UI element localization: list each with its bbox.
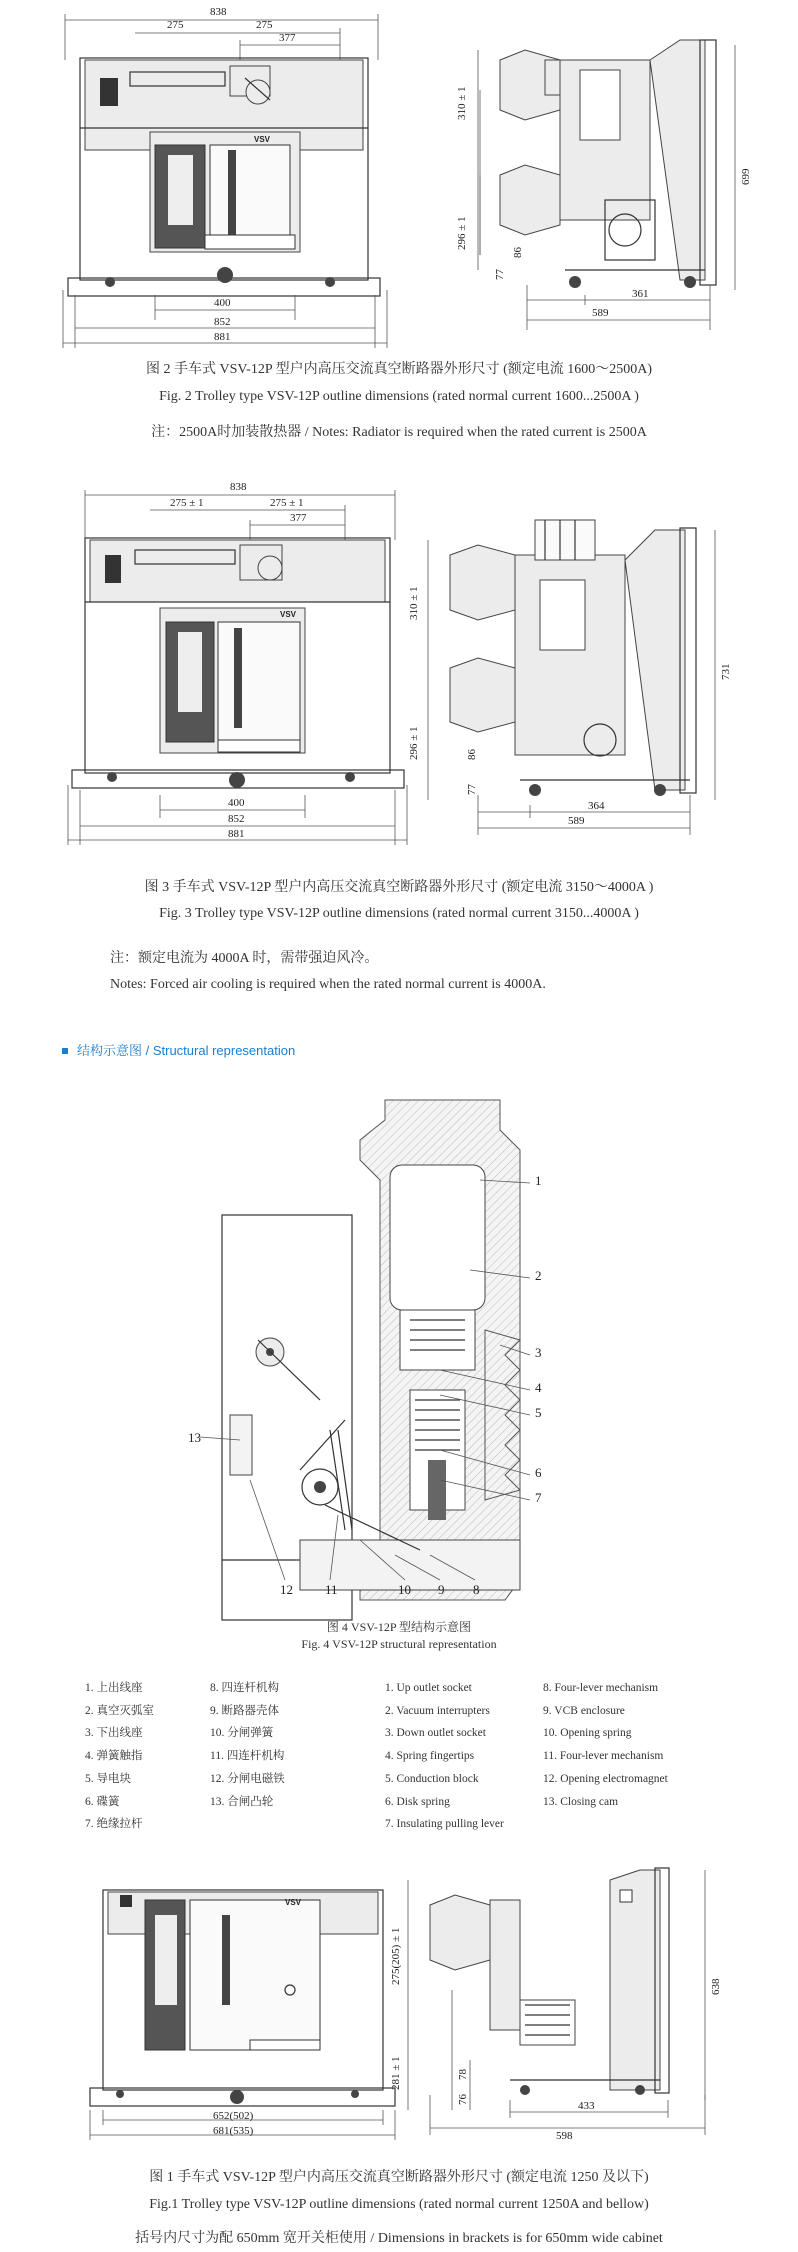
fig2-dim-275-right: 275 [256,19,273,31]
fig3-caption-en: Fig. 3 Trolley type VSV-12P outline dimensions (rated normal current 3150...4000A ) [159,906,639,921]
fig2-caption-en: Fig. 2 Trolley type VSV-12P outline dimensions (rated normal current 1600...2500A ) [159,389,639,404]
fig2-dim-377: 377 [279,32,296,44]
fig3-dim-364: 364 [588,800,605,812]
fig4-callout-10: 10 [398,1582,411,1597]
legend-item: 5. 导电块 [85,1772,131,1785]
fig3-dim-310: 310 ± 1 [408,586,420,620]
fig2-dim-699: 699 [740,168,752,185]
fig4-callout-8: 8 [473,1582,480,1597]
legend-item: 3. 下出线座 [85,1727,143,1740]
fig1-caption-en: Fig.1 Trolley type VSV-12P outline dimensions (rated normal current 1250A and bellow) [149,2197,649,2212]
fig2-caption-cn: 图 2 手车式 VSV-12P 型户内高压交流真空断路器外形尺寸 (额定电流 1600～2500A) [145,362,653,377]
fig4-caption-en: Fig. 4 VSV-12P structural representation [301,1637,497,1651]
fig2-dim-400: 400 [214,297,231,309]
fig2-dim-852: 852 [214,316,231,328]
fig3-note-en: Notes: Forced air cooling is required when the rated normal current is 4000A. [110,977,546,992]
legend-item: 7. Insulating pulling lever [385,1818,504,1831]
fig4-callout-4: 4 [535,1380,542,1395]
legend-item: 13. 合闸凸轮 [210,1795,274,1808]
fig4-callout-9: 9 [438,1582,445,1597]
fig2-dim-310: 310 ± 1 [456,86,468,120]
fig3-dim-400: 400 [228,797,245,809]
fig1-dim-598: 598 [556,2130,573,2142]
legend-item: 12. 分闸电磁铁 [210,1772,285,1785]
fig2-dim-296: 296 ± 1 [456,216,468,250]
fig2-dim-589: 589 [592,307,609,319]
fig4-callout-2: 2 [535,1268,542,1283]
fig3-dim-881: 881 [228,828,245,840]
legend-item: 13. Closing cam [543,1795,619,1808]
fig3-dim-296: 296 ± 1 [408,726,420,760]
fig2-dim-838: 838 [210,6,227,18]
legend-item: 11. Four-lever mechanism [543,1750,664,1763]
fig1-vsv-badge: VSV [285,1898,302,1907]
fig1-dim-638: 638 [710,1978,722,1995]
fig3-note-cn: 注：额定电流为 4000A 时，需带强迫风冷。 [110,951,379,966]
fig3-dim-86: 86 [466,749,478,760]
fig1-dim-652: 652(502) [213,2110,254,2122]
legend-item: 9. 断路器壳体 [210,1704,279,1717]
section-title-text: 结构示意图 / Structural representation [77,1043,296,1058]
fig4-callout-13: 13 [188,1430,201,1445]
fig3-dim-77: 77 [466,784,478,795]
fig1-dim-433: 433 [578,2100,595,2112]
legend-item: 2. Vacuum interrupters [385,1704,490,1717]
legend-item: 5. Conduction block [385,1772,479,1785]
fig3-dim-275-left: 275 ± 1 [170,497,204,509]
legend-item: 8. Four-lever mechanism [543,1682,659,1694]
legend-item: 3. Down outlet socket [385,1727,486,1740]
legend-item: 4. 弹簧触指 [85,1750,143,1763]
legend-item: 12. Opening electromagnet [543,1772,668,1785]
legend-item: 9. VCB enclosure [543,1704,625,1717]
fig3-dim-589: 589 [568,815,585,827]
fig2-dim-86: 86 [512,247,524,258]
fig2-dim-361: 361 [632,288,649,300]
legend-item: 10. 分闸弹簧 [210,1727,274,1740]
legend-item: 1. Up outlet socket [385,1682,472,1694]
legend-item: 6. Disk spring [385,1795,450,1808]
fig4-callout-6: 6 [535,1465,542,1480]
legend-item: 11. 四连杆机构 [210,1750,285,1763]
fig2-note: 注：2500A时加装散热器 / Notes: Radiator is required when the rated current is 2500A [151,425,647,440]
fig1-caption-cn: 图 1 手车式 VSV-12P 型户内高压交流真空断路器外形尺寸 (额定电流 1250 及以下) [149,2170,649,2185]
fig1-dim-281: 281 ± 1 [390,2056,402,2090]
fig3-dim-377: 377 [290,512,307,524]
fig1-note: 括号内尺寸为配 650mm 宽开关柜使用 / Dimensions in brackets is for 650mm wide cabinet [135,2231,663,2246]
fig2-vsv-badge: VSV [254,135,271,144]
legend-item: 8. 四连杆机构 [210,1682,279,1694]
fig3-caption-cn: 图 3 手车式 VSV-12P 型户内高压交流真空断路器外形尺寸 (额定电流 3150～4000A ) [144,880,654,895]
fig4-callout-11: 11 [325,1582,338,1597]
fig2-dim-77: 77 [494,269,506,280]
fig1-dim-78: 78 [457,2069,469,2080]
fig3-dim-838: 838 [230,481,247,493]
fig3-dim-852: 852 [228,813,245,825]
fig4-callout-7: 7 [535,1490,542,1505]
fig2-dim-275-left: 275 [167,19,184,31]
fig1-dim-76: 76 [457,2094,469,2105]
legend-item: 6. 碟簧 [85,1795,120,1808]
fig1-dim-275: 275(205) ± 1 [390,1927,402,1985]
legend-item: 1. 上出线座 [85,1682,143,1694]
legend-item: 4. Spring fingertips [385,1750,475,1763]
fig4-callout-1: 1 [535,1173,542,1188]
fig4-callout-12: 12 [280,1582,293,1597]
fig2-dim-881: 881 [214,331,231,343]
legend-item: 2. 真空灭弧室 [85,1704,154,1717]
legend-item: 7. 绝缘拉杆 [85,1818,143,1831]
fig3-vsv-badge: VSV [280,610,297,619]
fig3-dim-731: 731 [720,663,732,680]
fig3-dim-275-right: 275 ± 1 [270,497,304,509]
fig4-callout-3: 3 [535,1345,542,1360]
fig4-caption-cn: 图 4 VSV-12P 型结构示意图 [326,1620,472,1634]
fig4-callout-5: 5 [535,1405,542,1420]
fig1-dim-681: 681(535) [213,2125,254,2137]
legend-item: 10. Opening spring [543,1727,632,1740]
